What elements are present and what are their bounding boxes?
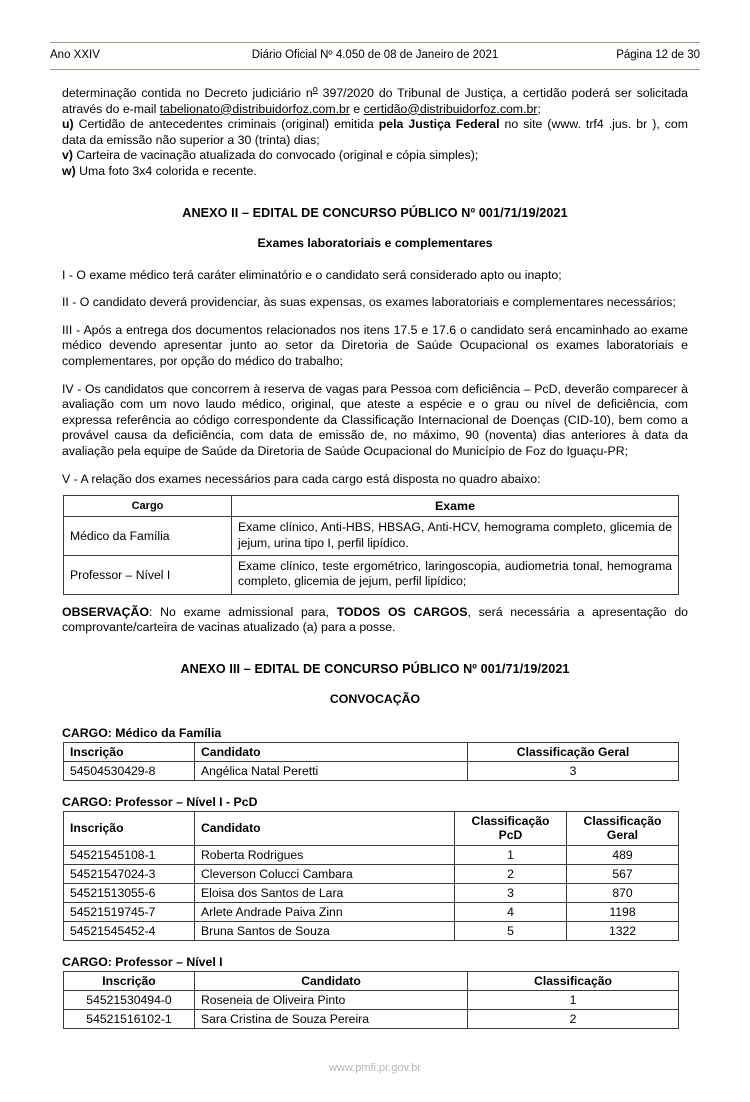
cargo-value: Médico da Família [115,725,222,740]
conv1-header-candidato: Candidato [195,742,468,761]
conv2-cell-classificacao-pcd: 5 [455,921,567,940]
conv2-cell-candidato: Eloisa dos Santos de Lara [195,883,455,902]
exams-cell-cargo: Médico da Família [64,517,232,556]
table-row [64,517,679,556]
anexo-iii-subtitle: CONVOCAÇÃO [329,691,421,706]
list-item-u-label: u) [62,117,74,132]
spacer [62,487,688,495]
spacer [62,283,688,295]
convocacao-table-professor [63,971,679,1029]
conv2-cell-classificacao-geral: 870 [567,883,679,902]
spacer [62,781,688,795]
table-header-row [64,496,679,517]
conv2-header-classificacao-geral [567,811,679,845]
cargo-heading-professor [62,955,688,969]
header-year: Ano XXIV [50,49,100,62]
table-row [64,864,679,883]
exams-header-cargo: Cargo [64,496,232,517]
exams-cell-exame: Exame clínico, Anti-HBS, HBSAG, Anti-HCV, hemograma completo, glicemia de jejum, urina tipo I, perfil lipídico. [232,517,679,556]
decreto-text-1: determinação contida no Decreto judiciário n [62,86,313,100]
cargo-value: Professor – Nível I [115,954,223,969]
list-item-v-label: v) [62,148,73,163]
spacer [62,220,688,236]
table-row [64,990,679,1009]
spacer [62,460,688,472]
table-row [64,921,679,940]
exams-cell-exame: Exame clínico, teste ergométrico, laringoscopia, audiometria tonal, hemograma completo, glicemia de jejum, perfil lipídico; [232,555,679,594]
observacao-text-1: : No exame admissional para, [149,604,337,619]
conv3-header-candidato: Candidato [195,971,468,990]
list-item-v [62,148,688,164]
table-row [64,1009,679,1028]
spacer [62,311,688,323]
spacer [62,706,688,726]
table-header-row [64,742,679,761]
conv2-cell-classificacao-pcd: 2 [455,864,567,883]
conv2-cell-candidato: Bruna Santos de Souza [195,921,455,940]
decreto-text-4: ; [537,101,541,116]
conv2-header-geral-line1: Classificação [583,813,662,828]
page-header [50,42,700,70]
conv2-header-pcd-line1: Classificação [471,813,550,828]
cargo-label: CARGO: [62,794,112,809]
table-row [64,883,679,902]
conv2-cell-classificacao-geral: 1322 [567,921,679,940]
header-title: Diário Oficial Nº 4.050 de 08 de Janeiro de 2021 [251,49,499,62]
spacer [62,595,688,605]
paragraph-decreto [62,83,688,117]
table-row [64,845,679,864]
conv2-header-pcd-line2: PcD [498,828,523,843]
observacao-paragraph [62,605,688,636]
conv2-header-classificacao-pcd [455,811,567,845]
convocacao-table-professor-pcd [63,811,679,941]
conv1-cell-candidato: Angélica Natal Peretti [195,761,468,780]
table-header-row [64,971,679,990]
anexo-ii-item-ii: II - O candidato deverá providenciar, às suas expensas, os exames laboratoriais e complementares necessários; [62,295,676,310]
conv3-cell-classificacao: 2 [468,1009,679,1028]
spacer [62,636,688,662]
observacao-emphasis: TODOS OS CARGOS [336,604,468,619]
decreto-text-3: e [349,101,364,116]
cargo-label: CARGO: [62,954,112,969]
observacao-label: OBSERVAÇÃO [62,604,150,619]
conv2-cell-classificacao-geral: 567 [567,864,679,883]
conv2-cell-candidato: Arlete Andrade Paiva Zinn [195,902,455,921]
anexo-ii-item-iv: IV - Os candidatos que concorrem à reserva de vagas para Pessoa com deficiência – PcD, deverão comparecer à avaliação com um novo laudo médico, original, que ateste a espécie e o grau ou nível de deficiência, com expressa referência ao código correspondente da Classificação Internacional de Doenças (CID-10), bem como a provável causa da deficiência, com data de emissão de, no máximo, 90 (noventa) dias anteriores à data da avaliação pela equipe de Saúde da Diretoria de Saúde Ocupacional do Município de Foz do Iguaçu-PR; [62,381,688,458]
document-body [50,83,700,1029]
conv1-cell-inscricao: 54504530429-8 [64,761,195,780]
conv2-cell-inscricao: 54521513055-6 [64,883,195,902]
page-footer-url: www.pmfi.pr.gov.br [328,1062,422,1074]
list-item-v-text: Carteira de vacinação atualizada do convocado (original e cópia simples); [72,148,479,163]
conv3-cell-candidato: Sara Cristina de Souza Pereira [195,1009,468,1028]
decreto-text-2: 397/2020 do Tribunal de Justiça, a certidão poderá ser solicitada através do e-mail [62,86,688,116]
conv3-cell-candidato: Roseneia de Oliveira Pinto [195,990,468,1009]
observacao-text-2: , será necessária a apresentação do comprovante/carteira de vacinas atualizado (a) para a posse. [62,604,688,635]
spacer [62,180,688,206]
conv2-cell-classificacao-geral: 489 [567,845,679,864]
spacer [62,370,688,382]
table-row [64,555,679,594]
cargo-heading-medico [62,726,688,740]
conv3-cell-inscricao: 54521516102-1 [64,1009,195,1028]
header-page-number: Página 12 de 30 [616,49,700,62]
conv3-header-classificacao: Classificação [468,971,679,990]
anexo-ii-item-iii: III - Após a entrega dos documentos relacionados nos itens 17.5 e 17.6 o candidato será encaminhado ao exame médico devendo apresentar junto ao setor da Diretoria de Saúde Ocupacional os exames laboratoriais e complementares, por opção do médico do trabalho; [62,322,688,368]
conv3-header-inscricao: Inscrição [64,971,195,990]
list-item-u-text-2: no site (www. trf4 .jus. br ), com data da emissão não superior a 30 (trinta) dias; [62,117,688,147]
email-link-1[interactable]: tabelionato@distribuidorfoz.com.br [159,101,350,116]
conv2-cell-classificacao-pcd: 3 [455,883,567,902]
spacer [62,676,688,692]
spacer [62,250,688,268]
conv2-header-candidato: Candidato [195,811,455,845]
conv2-cell-classificacao-geral: 1198 [567,902,679,921]
conv2-cell-candidato: Cleverson Colucci Cambara [195,864,455,883]
table-row [64,761,679,780]
anexo-iii-title: ANEXO III – EDITAL DE CONCURSO PÚBLICO Nº 001/71/19/2021 [180,661,570,676]
cargo-heading-professor-pcd [62,795,688,809]
conv3-cell-inscricao: 54521530494-0 [64,990,195,1009]
conv2-cell-candidato: Roberta Rodrigues [195,845,455,864]
anexo-ii-item-v: V - A relação dos exames necessários para cada cargo está disposta no quadro abaixo: [62,471,541,486]
conv2-header-inscricao: Inscrição [64,811,195,845]
anexo-ii-title: ANEXO II – EDITAL DE CONCURSO PÚBLICO Nº 001/71/19/2021 [182,205,568,220]
conv1-header-inscricao: Inscrição [64,742,195,761]
cargo-value: Professor – Nível I - PcD [115,794,258,809]
list-item-u-emphasis: pela Justiça Federal [378,117,500,132]
conv2-header-geral-line2: Geral [606,828,639,843]
conv2-cell-inscricao: 54521519745-7 [64,902,195,921]
email-link-2[interactable]: certidão@distribuidorfoz.com.br [363,101,538,116]
list-item-w [62,164,688,180]
list-item-u-text-1: Certidão de antecedentes criminais (original) emitida [73,117,379,132]
conv2-cell-inscricao: 54521547024-3 [64,864,195,883]
exams-cell-cargo: Professor – Nível I [64,555,232,594]
table-header-row [64,811,679,845]
list-item-w-text: Uma foto 3x4 colorida e recente. [75,163,257,178]
list-item-u [62,117,688,148]
conv2-cell-classificacao-pcd: 1 [455,845,567,864]
exams-header-exame: Exame [232,496,679,517]
cargo-label: CARGO: [62,725,112,740]
anexo-ii-subtitle: Exames laboratoriais e complementares [257,235,493,250]
list-item-w-label: w) [62,163,76,178]
conv2-cell-inscricao: 54521545108-1 [64,845,195,864]
document-page [0,42,750,1102]
conv1-cell-classificacao-geral: 3 [468,761,679,780]
spacer [62,941,688,955]
conv3-cell-classificacao: 1 [468,990,679,1009]
conv2-cell-classificacao-pcd: 4 [455,902,567,921]
convocacao-table-medico [63,742,679,781]
exams-table [63,495,679,595]
table-row [64,902,679,921]
ordinal-marker: o [312,83,318,94]
conv2-cell-inscricao: 54521545452-4 [64,921,195,940]
conv1-header-classificacao-geral: Classificação Geral [468,742,679,761]
anexo-ii-item-i: I - O exame médico terá caráter eliminatório e o candidato será considerado apto ou inapto; [62,267,562,282]
